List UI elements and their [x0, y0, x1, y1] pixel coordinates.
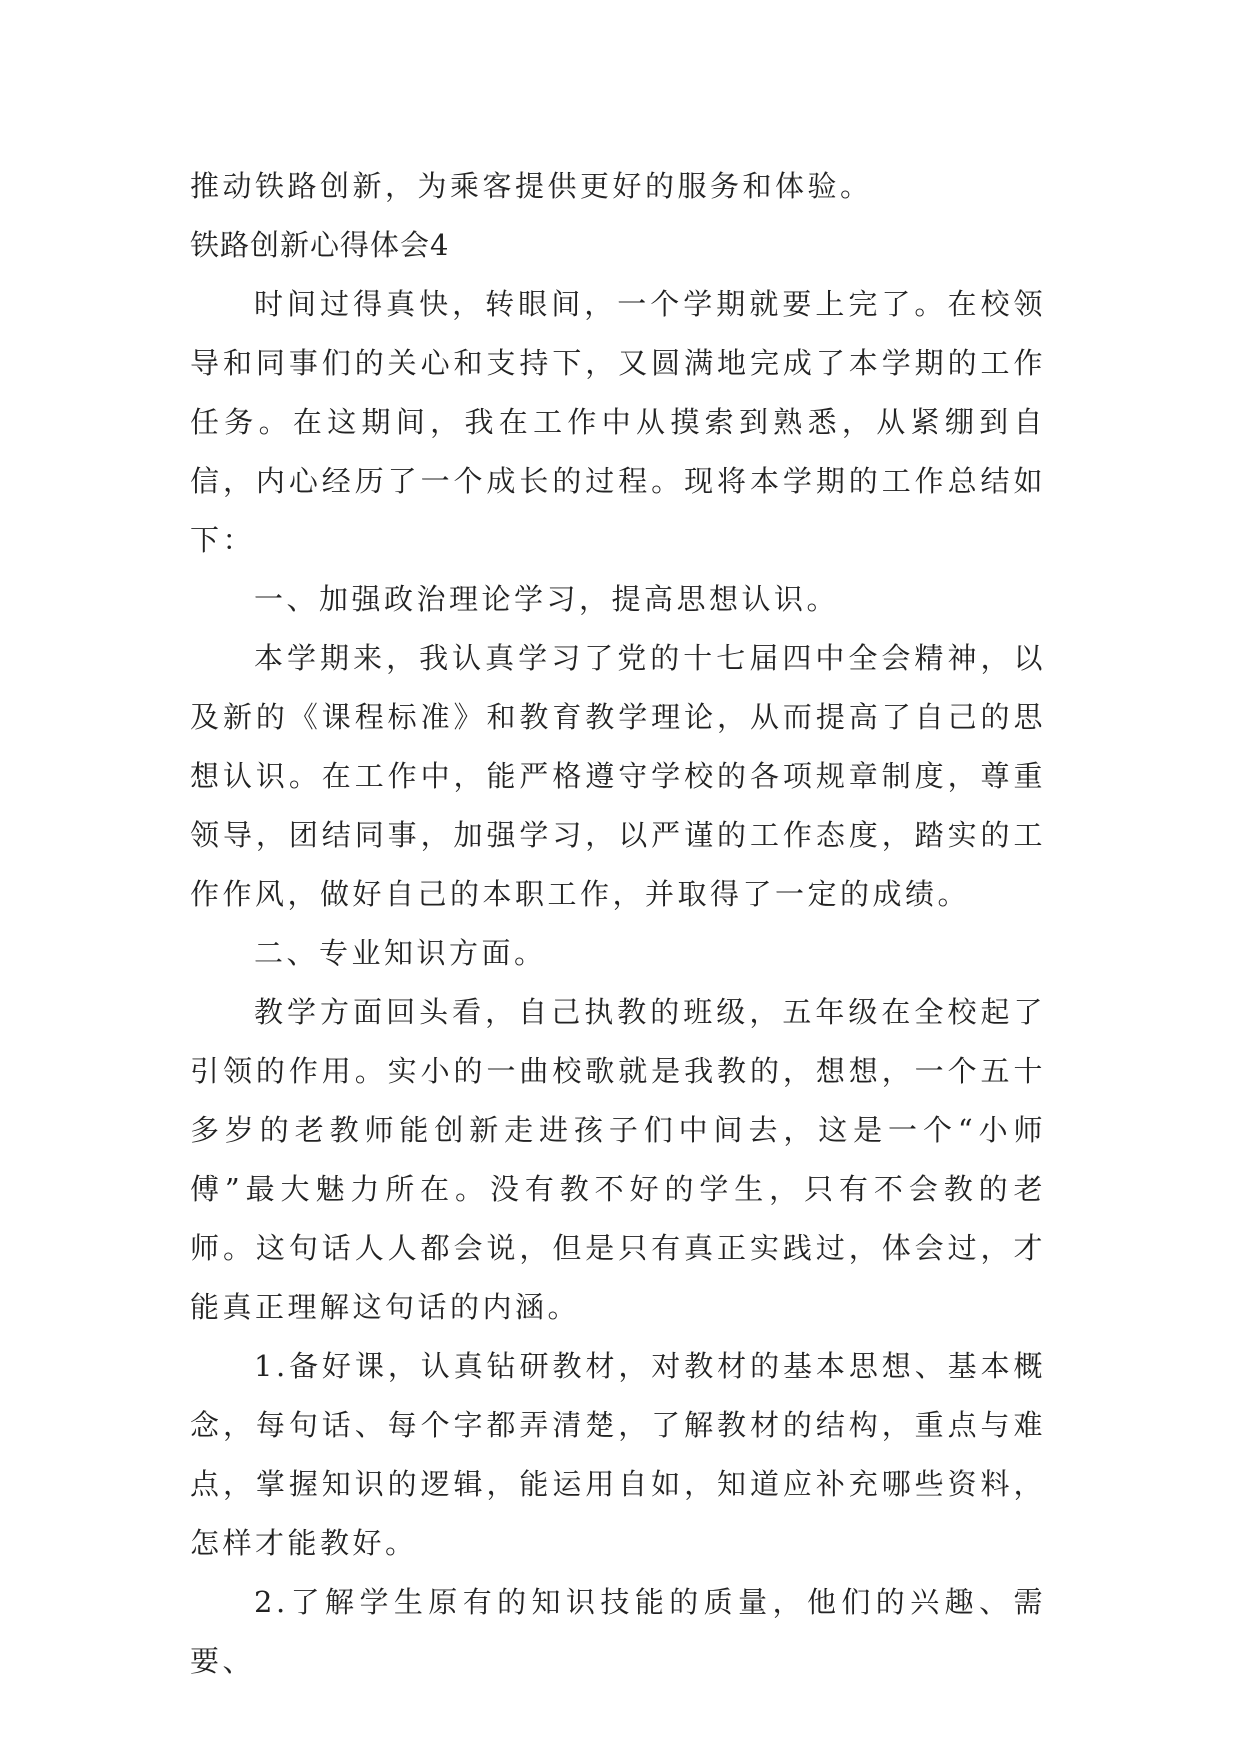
- paragraph-text: 教学方面回头看，自己执教的班级，五年级在全校起了引领的作用。实小的一曲校歌就是我教的，想想，一个五十多岁的老教师能创新走进孩子们中间去，这是一个“小师傅”最大魅力所在。没有教不好的学生，只有不会教的老师。这句话人人都会说，但是只有真正实践过，体会过，才能真正理解这句话的内涵。: [190, 995, 1046, 1324]
- paragraph-text: 推动铁路创新，为乘客提供更好的服务和体验。: [190, 169, 873, 203]
- list-item: 2.了解学生原有的知识技能的质量，他们的兴趣、需要、: [190, 1585, 1046, 1678]
- paragraph-text: 本学期来，我认真学习了党的十七届四中全会精神，以及新的《课程标准》和教育教学理论，从而提高了自己的思想认识。在工作中，能严格遵守学校的各项规章制度，尊重领导，团结同事，加强学习，以严谨的工作态度，踏实的工作作风，做好自己的本职工作，并取得了一定的成绩。: [190, 641, 1046, 911]
- section-subheading: 一、加强政治理论学习，提高思想认识。: [254, 582, 840, 616]
- section-heading: 铁路创新心得体会4: [190, 228, 450, 262]
- section-subheading: 二、专业知识方面。: [254, 936, 547, 970]
- document-body: [190, 157, 1046, 1691]
- list-item: 1.备好课，认真钻研教材，对教材的基本思想、基本概念，每句话、每个字都弄清楚，了解教材的结构，重点与难点，掌握知识的逻辑，能运用自如，知道应补充哪些资料，怎样才能教好。: [190, 1349, 1046, 1560]
- paragraph-text: 时间过得真快，转眼间，一个学期就要上完了。在校领导和同事们的关心和支持下，又圆满地完成了本学期的工作任务。在这期间，我在工作中从摸索到熟悉，从紧绷到自信，内心经历了一个成长的过程。现将本学期的工作总结如下：: [190, 287, 1046, 557]
